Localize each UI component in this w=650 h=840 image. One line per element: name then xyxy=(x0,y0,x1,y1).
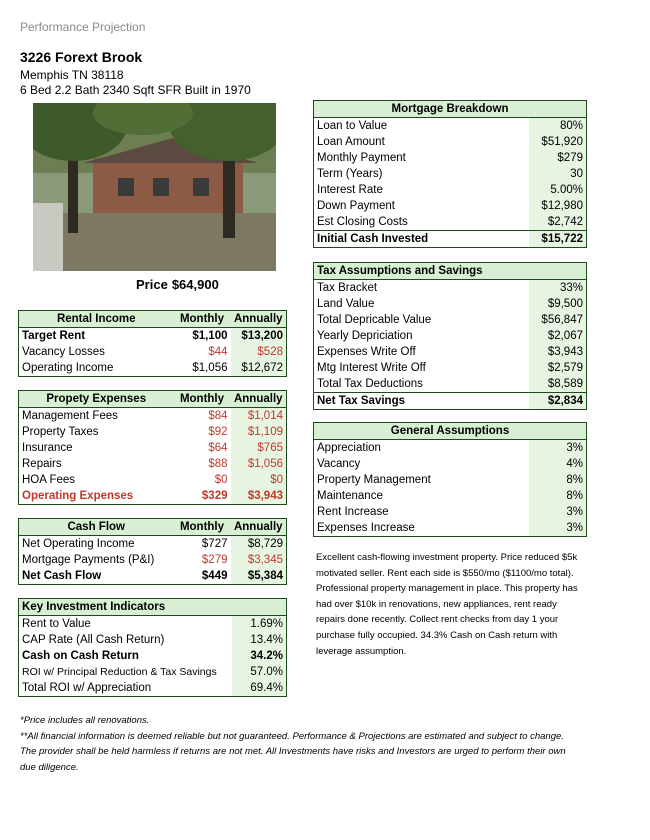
row-label: Repairs xyxy=(22,458,62,470)
row-annually: $3,345 xyxy=(231,552,287,568)
row-value: 57.0% xyxy=(232,664,287,680)
table-row xyxy=(314,440,587,457)
table-row xyxy=(19,408,287,425)
row-value: 30 xyxy=(529,166,587,182)
document-title: Performance Projection xyxy=(20,20,146,34)
property-description: Excellent cash-flowing investment property. Price reduced $5k motivated seller. Rent each side is $550/mo ($1100/mo total). Professional property management in place. This property has had over $10k in renovations, new appliances, rent ready repairs done recently. Collect rent checks from day 1 your purchase fully occupied. 34.3% Cash on Cash return with leverage assumption. xyxy=(316,552,578,657)
row-label: Est Closing Costs xyxy=(317,216,408,228)
row-label: Mtg Interest Write Off xyxy=(317,362,426,374)
row-label: Tax Bracket xyxy=(317,282,378,294)
table-row xyxy=(314,472,587,488)
table-row xyxy=(19,456,287,472)
row-value: $279 xyxy=(529,150,587,166)
row-label: CAP Rate (All Cash Return) xyxy=(22,634,165,646)
row-label: Rent Increase xyxy=(317,506,389,518)
row-value: $9,500 xyxy=(529,296,587,312)
table-row xyxy=(19,664,287,680)
mortgage-title: Mortgage Breakdown xyxy=(314,101,587,118)
row-monthly: $1,056 xyxy=(192,362,228,374)
table-header xyxy=(314,101,587,118)
table-header xyxy=(19,599,287,616)
footnote-renovations: *Price includes all renovations. xyxy=(20,715,150,726)
row-annually: $13,200 xyxy=(231,328,287,345)
price-value: $64,900 xyxy=(171,277,219,292)
row-label: Maintenance xyxy=(317,490,383,502)
row-label: Total Tax Deductions xyxy=(317,378,423,390)
row-label: Target Rent xyxy=(22,330,86,342)
row-label: Initial Cash Invested xyxy=(314,231,529,248)
row-label: Expenses Write Off xyxy=(317,346,416,358)
row-value: 3% xyxy=(529,520,587,537)
table-row xyxy=(314,231,587,248)
table-row xyxy=(314,312,587,328)
table-row xyxy=(19,568,287,585)
table-row xyxy=(19,424,287,440)
table-row xyxy=(314,166,587,182)
cash-flow-title: Cash Flow xyxy=(19,519,174,536)
general-assumptions-table xyxy=(313,422,587,537)
table-row xyxy=(19,680,287,697)
row-monthly: $727 xyxy=(201,538,228,550)
footnotes xyxy=(20,713,580,775)
col-monthly: Monthly xyxy=(174,311,231,328)
row-label: Property Management xyxy=(317,474,431,486)
general-title: General Assumptions xyxy=(314,423,587,440)
table-row xyxy=(314,134,587,150)
row-label: Net Cash Flow xyxy=(22,570,102,582)
row-label: Mortgage Payments (P&I) xyxy=(22,554,155,566)
table-row xyxy=(314,456,587,472)
row-value: $56,847 xyxy=(529,312,587,328)
row-value: $2,742 xyxy=(529,214,587,231)
row-label: HOA Fees xyxy=(22,474,76,486)
row-value: 33% xyxy=(529,280,587,297)
tax-assumptions-table xyxy=(313,262,587,410)
row-label: Loan Amount xyxy=(317,136,385,148)
row-monthly: $84 xyxy=(208,410,228,422)
col-annually: Annually xyxy=(231,311,287,328)
property-photo xyxy=(33,103,276,271)
table-row xyxy=(314,328,587,344)
property-expenses-table xyxy=(18,390,287,505)
row-label: Land Value xyxy=(317,298,375,310)
row-value: 8% xyxy=(529,488,587,504)
table-row xyxy=(19,648,287,664)
table-row xyxy=(314,504,587,520)
table-row xyxy=(314,296,587,312)
table-row xyxy=(19,536,287,553)
rental-income-table xyxy=(18,310,287,377)
table-row xyxy=(314,198,587,214)
row-value: $2,834 xyxy=(529,393,587,410)
col-annually: Annually xyxy=(231,519,287,536)
row-label: Term (Years) xyxy=(317,168,383,180)
table-row xyxy=(19,488,287,505)
row-annually: $8,729 xyxy=(231,536,287,553)
row-value: $8,589 xyxy=(529,376,587,393)
price-line xyxy=(136,277,219,292)
row-label: Vacancy xyxy=(317,458,361,470)
tax-title: Tax Assumptions and Savings xyxy=(314,263,587,280)
row-label: Rent to Value xyxy=(22,618,91,630)
table-row xyxy=(19,344,287,360)
row-label: Appreciation xyxy=(317,442,381,454)
row-label: Loan to Value xyxy=(317,120,388,132)
row-label: Net Operating Income xyxy=(22,538,135,550)
table-row xyxy=(19,440,287,456)
row-monthly: $329 xyxy=(201,490,228,502)
row-value: $2,067 xyxy=(529,328,587,344)
row-label: Net Tax Savings xyxy=(314,393,529,410)
property-address xyxy=(20,50,251,98)
row-monthly: $0 xyxy=(214,474,228,486)
row-annually: $3,943 xyxy=(231,488,287,505)
table-row xyxy=(19,360,287,377)
row-monthly: $1,100 xyxy=(192,330,228,342)
table-row xyxy=(314,360,587,376)
row-label: Total Depricable Value xyxy=(317,314,432,326)
row-annually: $12,672 xyxy=(231,360,287,377)
rental-income-title: Rental Income xyxy=(19,311,174,328)
table-row xyxy=(19,328,287,345)
row-label: Monthly Payment xyxy=(317,152,406,164)
row-label: Expenses Increase xyxy=(317,522,415,534)
row-label: Vacancy Losses xyxy=(22,346,105,358)
table-row xyxy=(314,344,587,360)
table-row xyxy=(314,488,587,504)
row-annually: $528 xyxy=(231,344,287,360)
col-annually: Annually xyxy=(231,391,287,408)
row-value: 34.2% xyxy=(232,648,287,664)
row-value: $15,722 xyxy=(529,231,587,248)
table-header xyxy=(314,263,587,280)
mortgage-breakdown-table xyxy=(313,100,587,248)
row-value: 13.4% xyxy=(232,632,287,648)
row-monthly: $44 xyxy=(208,346,228,358)
row-value: 3% xyxy=(529,440,587,457)
row-monthly: $279 xyxy=(201,554,228,566)
row-label: Down Payment xyxy=(317,200,395,212)
row-value: 5.00% xyxy=(529,182,587,198)
col-monthly: Monthly xyxy=(174,519,231,536)
row-label: Operating Income xyxy=(22,362,114,374)
table-row xyxy=(19,472,287,488)
row-label: ROI w/ Principal Reduction & Tax Savings xyxy=(22,666,217,678)
row-label: Cash on Cash Return xyxy=(22,650,139,662)
footnote-disclaimer: **All financial information is deemed reliable but not guaranteed. Performance & Projections are estimated and subject to change. The provider shall be held harmless if returns are not met. All Investments have risks and Investors are urged to perform their own due diligence. xyxy=(20,730,566,773)
table-header xyxy=(19,311,287,328)
row-annually: $765 xyxy=(231,440,287,456)
table-header xyxy=(19,391,287,408)
row-label: Operating Expenses xyxy=(22,490,134,502)
row-label: Yearly Depriciation xyxy=(317,330,413,342)
table-row xyxy=(314,376,587,393)
table-row xyxy=(19,632,287,648)
row-value: $51,920 xyxy=(529,134,587,150)
row-value: $2,579 xyxy=(529,360,587,376)
table-row xyxy=(314,182,587,198)
row-annually: $1,014 xyxy=(231,408,287,425)
row-label: Insurance xyxy=(22,442,73,454)
row-value: 69.4% xyxy=(232,680,287,697)
table-row xyxy=(314,214,587,231)
row-value: $12,980 xyxy=(529,198,587,214)
row-annually: $1,109 xyxy=(231,424,287,440)
row-value: 3% xyxy=(529,504,587,520)
table-row xyxy=(314,280,587,297)
row-value: 1.69% xyxy=(232,616,287,633)
row-value: $3,943 xyxy=(529,344,587,360)
row-annually: $0 xyxy=(231,472,287,488)
row-label: Total ROI w/ Appreciation xyxy=(22,682,152,694)
cash-flow-table xyxy=(18,518,287,585)
table-row xyxy=(314,118,587,135)
expenses-title: Propety Expenses xyxy=(19,391,174,408)
property-details: 6 Bed 2.2 Bath 2340 Sqft SFR Built in 1970 xyxy=(20,83,251,97)
key-indicators-title: Key Investment Indicators xyxy=(19,599,287,616)
key-indicators-table xyxy=(18,598,287,697)
row-value: 8% xyxy=(529,472,587,488)
table-row xyxy=(19,552,287,568)
col-monthly: Monthly xyxy=(174,391,231,408)
row-label: Interest Rate xyxy=(317,184,383,196)
table-row xyxy=(314,150,587,166)
row-monthly: $88 xyxy=(208,458,228,470)
table-header xyxy=(314,423,587,440)
row-annually: $5,384 xyxy=(231,568,287,585)
row-monthly: $449 xyxy=(201,570,228,582)
row-annually: $1,056 xyxy=(231,456,287,472)
row-monthly: $64 xyxy=(208,442,228,454)
row-value: 4% xyxy=(529,456,587,472)
table-header xyxy=(19,519,287,536)
city-state-zip: Memphis TN 38118 xyxy=(20,68,124,82)
row-monthly: $92 xyxy=(208,426,228,438)
row-label: Property Taxes xyxy=(22,426,99,438)
table-row xyxy=(314,393,587,410)
price-label: Price xyxy=(136,277,168,292)
row-label: Management Fees xyxy=(22,410,118,422)
row-value: 80% xyxy=(529,118,587,135)
street-address: 3226 Forext Brook xyxy=(20,49,143,65)
table-row xyxy=(314,520,587,537)
table-row xyxy=(19,616,287,633)
